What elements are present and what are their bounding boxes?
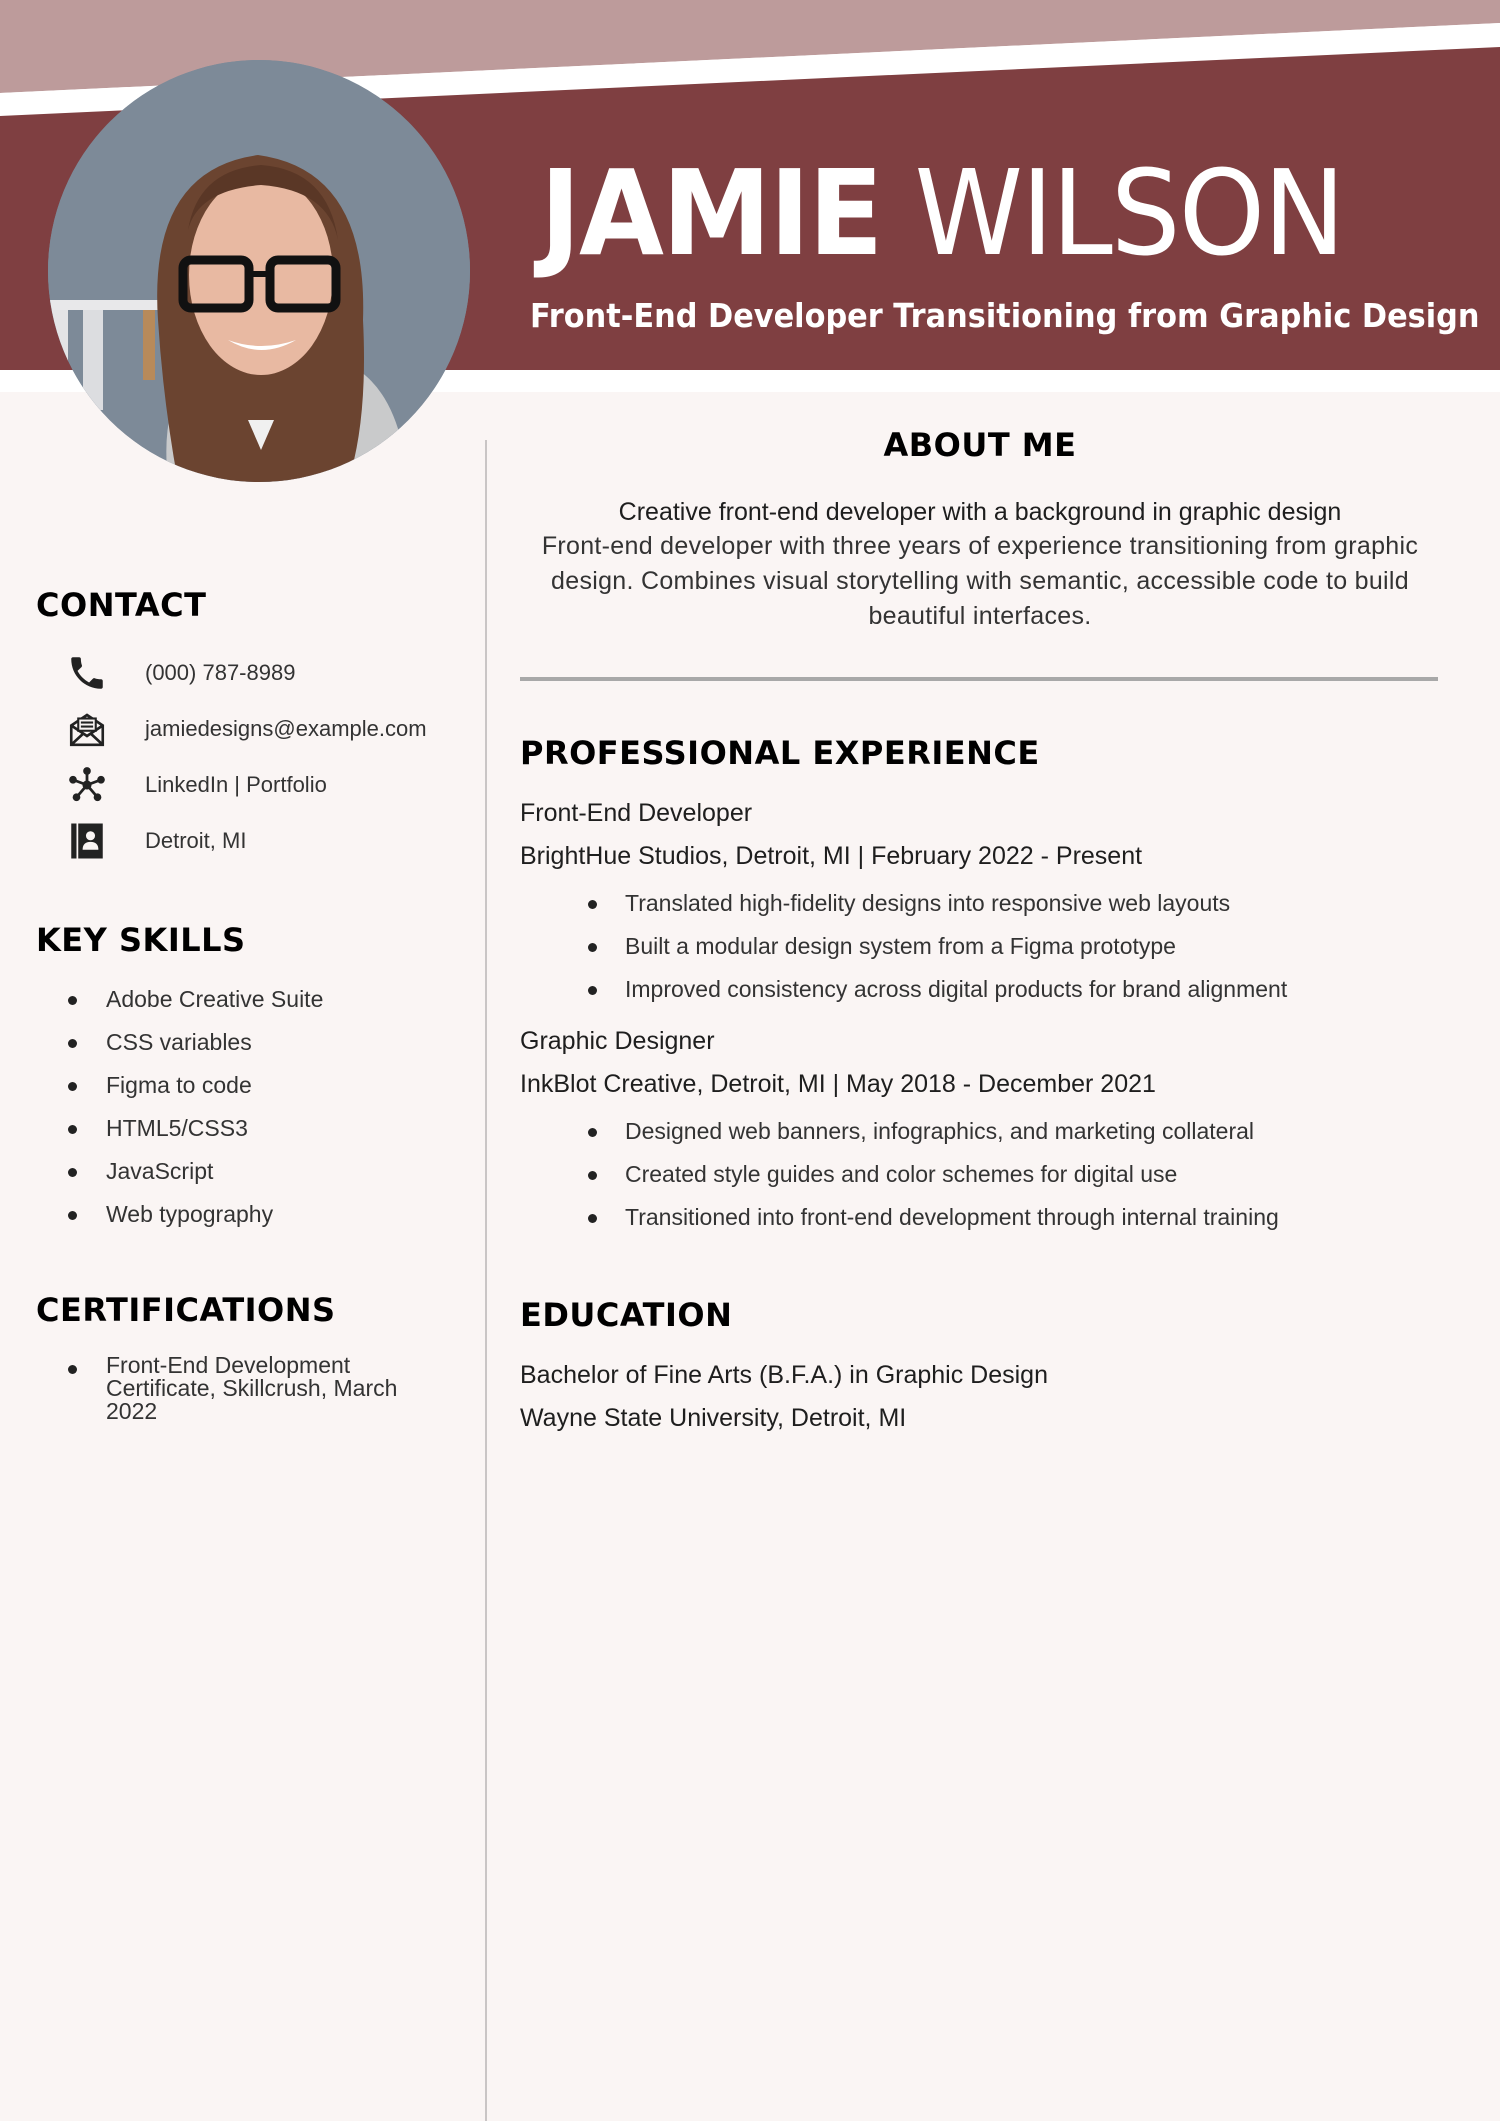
certifications-list xyxy=(36,1352,416,1423)
about-heading: ABOUT ME xyxy=(883,426,1077,464)
email-icon xyxy=(66,708,108,750)
experience-section xyxy=(520,733,1440,1239)
bullet-icon xyxy=(588,900,597,909)
job-bullet-text: Translated high-fidelity designs into responsive web layouts xyxy=(625,890,1231,916)
skills-heading: KEY SKILLS xyxy=(36,921,246,959)
job-bullet xyxy=(520,882,1440,925)
job-bullet-text: Built a modular design system from a Figma prototype xyxy=(625,933,1176,959)
bullet-icon xyxy=(588,943,597,952)
certifications-heading: CERTIFICATIONS xyxy=(36,1291,336,1329)
skill-label: CSS variables xyxy=(106,1029,252,1055)
location: Detroit, MI xyxy=(145,828,247,853)
skills-section xyxy=(36,920,456,1236)
skill-item xyxy=(36,1150,456,1193)
last-name: WILSON xyxy=(914,144,1344,282)
skill-item xyxy=(36,1107,456,1150)
job-bullet xyxy=(520,1196,1440,1239)
skill-item xyxy=(36,1193,456,1236)
bullet-icon xyxy=(68,1039,77,1048)
column-divider xyxy=(485,440,487,2121)
skill-item xyxy=(36,1021,456,1064)
skill-label: Figma to code xyxy=(106,1072,252,1098)
certification-item xyxy=(36,1352,416,1423)
bullet-icon xyxy=(68,1082,77,1091)
job-meta: BrightHue Studios, Detroit, MI | February 2022 - Present xyxy=(520,842,1143,870)
skill-label: HTML5/CSS3 xyxy=(106,1115,248,1141)
education-heading: EDUCATION xyxy=(520,1296,733,1334)
contact-phone xyxy=(36,645,456,701)
bullet-icon xyxy=(68,1365,77,1374)
job-bullets xyxy=(520,882,1440,1011)
skill-item xyxy=(36,1064,456,1107)
address-book-icon xyxy=(66,820,108,862)
email-address[interactable]: jamiedesigns@example.com xyxy=(145,716,427,741)
contact-heading: CONTACT xyxy=(36,586,207,624)
job-title: Front-End Developer xyxy=(520,799,753,827)
job-entry xyxy=(520,797,1440,1011)
job-entry xyxy=(520,1025,1440,1239)
skill-label: JavaScript xyxy=(106,1158,214,1184)
education-section xyxy=(520,1295,1440,1434)
skill-item xyxy=(36,978,456,1021)
job-bullets xyxy=(520,1110,1440,1239)
certification-label: Front-End Development Certificate, Skillcrush, March 2022 xyxy=(106,1352,398,1424)
profile-photo xyxy=(48,60,470,482)
bullet-icon xyxy=(588,1214,597,1223)
job-bullet-text: Transitioned into front-end development through internal training xyxy=(625,1204,1279,1230)
bullet-icon xyxy=(588,1171,597,1180)
contact-list xyxy=(36,645,456,869)
job-bullet xyxy=(520,925,1440,968)
contact-email xyxy=(36,701,456,757)
about-section xyxy=(520,425,1440,634)
about-body: Front-end developer with three years of experience transitioning from graphic design. Combines visual storytelling with semantic, accessible code to build beautiful interfaces. xyxy=(541,532,1419,630)
job-bullet-text: Created style guides and color schemes for digital use xyxy=(625,1161,1178,1187)
network-icon xyxy=(66,764,108,806)
job-title: Graphic Designer xyxy=(520,1027,715,1055)
bullet-icon xyxy=(68,1168,77,1177)
headline: Front-End Developer Transitioning from Graphic Design xyxy=(530,296,1480,335)
candidate-name xyxy=(540,144,1396,282)
job-bullet xyxy=(520,968,1440,1011)
phone-icon xyxy=(66,652,108,694)
school: Wayne State University, Detroit, MI xyxy=(520,1404,907,1432)
skill-label: Web typography xyxy=(106,1201,274,1227)
profile-links[interactable]: LinkedIn | Portfolio xyxy=(145,772,327,797)
first-name: JAMIE xyxy=(540,144,882,282)
job-bullet-text: Improved consistency across digital products for brand alignment xyxy=(625,976,1288,1002)
job-meta: InkBlot Creative, Detroit, MI | May 2018 - December 2021 xyxy=(520,1070,1156,1098)
bullet-icon xyxy=(588,986,597,995)
bullet-icon xyxy=(68,1125,77,1134)
experience-heading: PROFESSIONAL EXPERIENCE xyxy=(520,734,1040,772)
certifications-section xyxy=(36,1290,456,1423)
bullet-icon xyxy=(588,1128,597,1137)
skill-label: Adobe Creative Suite xyxy=(106,986,324,1012)
degree: Bachelor of Fine Arts (B.F.A.) in Graphic Design xyxy=(520,1361,1048,1389)
contact-links xyxy=(36,757,456,813)
bullet-icon xyxy=(68,996,77,1005)
job-bullet-text: Designed web banners, infographics, and marketing collateral xyxy=(625,1118,1255,1144)
contact-location xyxy=(36,813,456,869)
about-lead: Creative front-end developer with a background in graphic design xyxy=(618,498,1342,526)
contact-section xyxy=(36,585,456,869)
section-rule xyxy=(520,677,1438,681)
bullet-icon xyxy=(68,1211,77,1220)
phone-number[interactable]: (000) 787-8989 xyxy=(145,660,296,685)
job-bullet xyxy=(520,1110,1440,1153)
skills-list xyxy=(36,978,456,1236)
job-bullet xyxy=(520,1153,1440,1196)
